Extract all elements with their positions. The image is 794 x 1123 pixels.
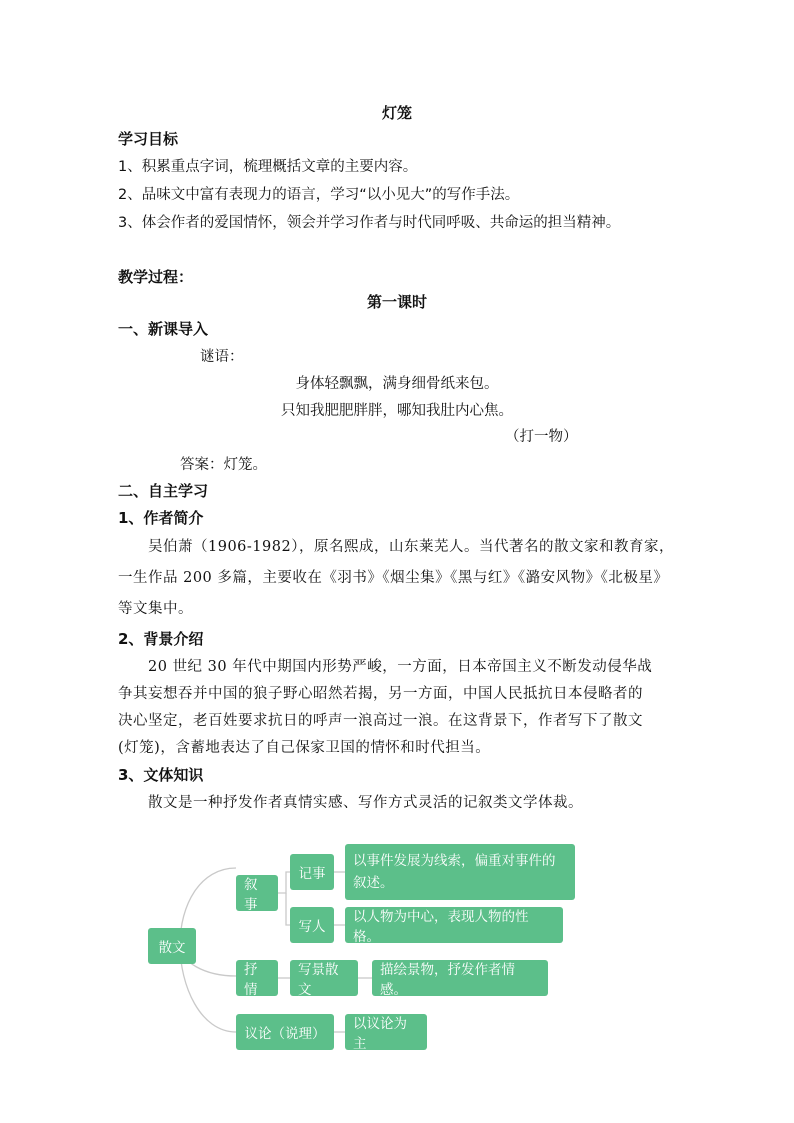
background-heading: 2、背景介绍 xyxy=(118,630,204,648)
author-heading: 1、作者简介 xyxy=(118,509,204,527)
objective-item: 2、品味文中富有表现力的语言，学习“以小见大”的写作手法。 xyxy=(118,187,520,203)
author-line: 一生作品 200 多篇，主要收在《羽书》《烟尘集》《黑与红》《潞安风物》《北极星》 xyxy=(118,570,669,586)
mindmap-node-scenery-prose: 写景散文 xyxy=(290,960,358,996)
author-line: 等文集中。 xyxy=(118,601,193,617)
author-line: 吴伯萧（1906-1982），原名熙成，山东莱芜人。当代著名的散文家和教育家， xyxy=(148,539,674,555)
genre-line: 散文是一种抒发作者真情实感、写作方式灵活的记叙类文学体裁。 xyxy=(148,795,583,811)
background-line: 决心坚定，老百姓要求抗日的呼声一浪高过一浪。在这背景下，作者写下了散文 xyxy=(118,713,643,729)
background-line: 20 世纪 30 年代中期国内形势严峻，一方面，日本帝国主义不断发动侵华战 xyxy=(148,659,653,675)
mindmap-node-lyric: 抒情 xyxy=(236,960,278,996)
riddle-label: 谜语： xyxy=(200,349,244,365)
objectives-heading: 学习目标 xyxy=(118,130,179,148)
genre-heading: 3、文体知识 xyxy=(118,766,204,784)
objective-item: 1、积累重点字词，梳理概括文章的主要内容。 xyxy=(118,159,418,175)
lesson-title: 第一课时 xyxy=(366,293,427,311)
riddle-line: 身体轻飘飘，满身细骨纸来包。 xyxy=(295,376,499,392)
mindmap-desc-portray-person: 以人物为中心，表现人物的性格。 xyxy=(345,907,563,943)
mindmap-root-node: 散文 xyxy=(148,928,196,964)
mindmap-desc-argument: 以议论为主 xyxy=(345,1014,427,1050)
section-heading-self-study: 二、自主学习 xyxy=(118,482,209,500)
mindmap-node-argument: 议论（说理） xyxy=(236,1014,334,1050)
section-heading-intro: 一、新课导入 xyxy=(118,320,209,338)
riddle-hint: （打一物） xyxy=(505,429,578,445)
riddle-line: 只知我肥肥胖胖，哪知我肚内心焦。 xyxy=(281,403,513,419)
mindmap-desc-scenery: 描绘景物，抒发作者情感。 xyxy=(372,960,548,996)
document-title: 灯笼 xyxy=(381,104,412,122)
mindmap-node-record-event: 记事 xyxy=(290,854,334,890)
background-line: 争其妄想吞并中国的狼子野心昭然若揭，另一方面，中国人民抵抗日本侵略者的 xyxy=(118,686,643,702)
process-heading: 教学过程： xyxy=(118,268,194,286)
mindmap-desc-record-event: 以事件发展为线索，偏重对事件的叙述。 xyxy=(345,844,575,900)
riddle-answer: 答案：灯笼。 xyxy=(180,457,267,473)
mindmap-node-portray-person: 写人 xyxy=(290,907,334,943)
background-line: (灯笼)，含蓄地表达了自己保家卫国的情怀和时代担当。 xyxy=(118,740,491,756)
mindmap-node-narrative: 叙事 xyxy=(236,875,278,911)
objective-item: 3、体会作者的爱国情怀，领会并学习作者与时代同呼吸、共命运的担当精神。 xyxy=(118,215,621,231)
